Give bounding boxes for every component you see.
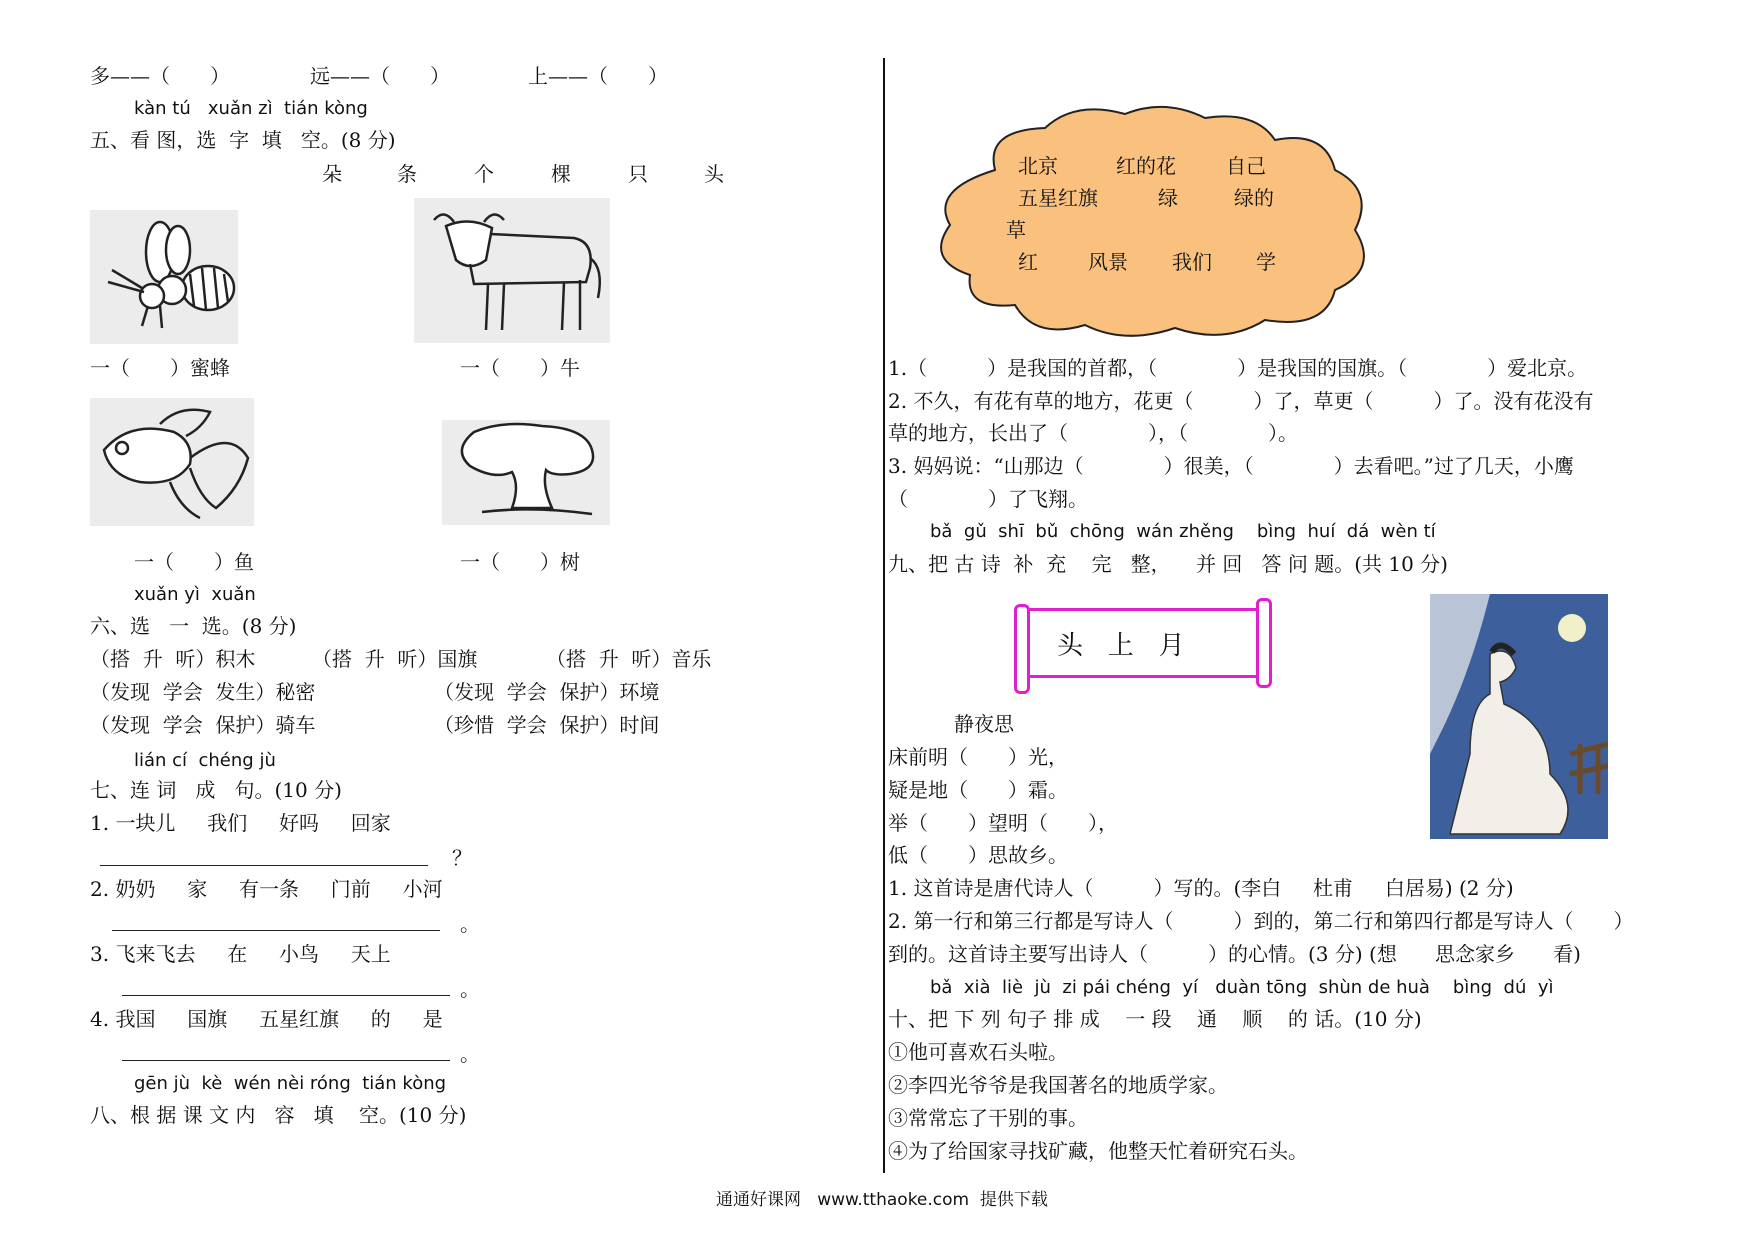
- poet-moon-image: [1430, 594, 1608, 839]
- antonym-2: 远——（ ）: [310, 64, 450, 88]
- s6-item: （珍惜 学会 保护）时间: [434, 713, 660, 737]
- bee-image: [90, 210, 238, 344]
- s5-title: 五、看 图，选 字 填 空。(8 分): [90, 128, 396, 152]
- s9-title: 九、把 古 诗 补 充 完 整， 并 回 答 问 题。(共 10 分): [888, 552, 1448, 576]
- blank-bee: 一（ ）蜜蜂: [90, 356, 230, 380]
- word-option: 头: [704, 162, 724, 186]
- s6-item: （发现 学会 保护）环境: [434, 680, 660, 704]
- s7-end: 。: [460, 977, 480, 1001]
- cloud-word: 红: [1018, 250, 1038, 274]
- s8-item: 3. 妈妈说：“山那边（ ）很美，（ ）去看吧。”过了几天，小鹰: [888, 454, 1574, 478]
- answer-line[interactable]: [122, 995, 450, 996]
- answer-line[interactable]: [112, 930, 440, 931]
- cloud-word: 绿的: [1234, 186, 1274, 210]
- antonym-1: 多——（ ）: [90, 64, 230, 88]
- s9-question: 到的。这首诗主要写出诗人（ ）的心情。(3 分) (想 思念家乡 看): [888, 942, 1581, 966]
- cloud-word: 学: [1256, 250, 1276, 274]
- s8-item: 1.（ ）是我国的首都，（ ）是我国的国旗。（ ）爱北京。: [888, 356, 1588, 380]
- s6-pinyin: xuǎn yì xuǎn: [134, 584, 256, 605]
- word-option: 棵: [551, 162, 571, 186]
- fish-image: [90, 398, 254, 526]
- s7-item: 4. 我国 国旗 五星红旗 的 是: [90, 1007, 443, 1031]
- scroll-roll-left: [1014, 604, 1030, 694]
- s6-title: 六、选 一 选。(8 分): [90, 614, 297, 638]
- blank-fish: 一（ ）鱼: [134, 550, 254, 574]
- bull-image: [414, 198, 610, 343]
- cloud-word: 绿: [1158, 186, 1178, 210]
- s7-pinyin: lián cí chéng jù: [134, 750, 276, 771]
- poem-line: 床前明（ ）光，: [888, 745, 1068, 769]
- poem-line: 低（ ）思故乡。: [888, 843, 1068, 867]
- s9-question: 2. 第一行和第三行都是写诗人（ ）到的，第二行和第四行都是写诗人（ ）: [888, 909, 1634, 933]
- s8-item: 2. 不久，有花有草的地方，花更（ ）了，草更（ ）了。没有花没有: [888, 389, 1594, 413]
- s9-pinyin: bǎ gǔ shī bǔ chōng wán zhěng bìng huí dá wèn tí: [930, 521, 1436, 542]
- s8-pinyin: gēn jù kè wén nèi róng tián kòng: [134, 1073, 447, 1094]
- cloud-word: 草: [1006, 218, 1026, 242]
- cloud-word: 北京: [1018, 154, 1058, 178]
- word-cloud: [925, 100, 1385, 340]
- antonym-3: 上——（ ）: [528, 64, 668, 88]
- s10-pinyin: bǎ xià liè jù zi pái chéng yí duàn tōng shùn de huà bìng dú yì: [930, 977, 1554, 998]
- s6-item: （发现 学会 发生）秘密: [90, 680, 316, 704]
- s6-item: （搭 升 听）音乐: [546, 647, 712, 671]
- cloud-word: 我们: [1172, 250, 1212, 274]
- scroll-roll-right: [1256, 598, 1272, 688]
- cloud-word: 自己: [1226, 154, 1266, 178]
- poem-title: 静夜思: [954, 712, 1014, 736]
- footer-text: 通通好课网 www.tthaoke.com 提供下载: [716, 1190, 1048, 1210]
- s10-item: ③常常忘了干别的事。: [888, 1106, 1088, 1130]
- poem-line: 疑是地（ ）霜。: [888, 778, 1068, 802]
- s7-item: 2. 奶奶 家 有一条 门前 小河: [90, 877, 443, 901]
- s7-item: 1. 一块儿 我们 好吗 回家: [90, 811, 391, 835]
- cloud-word: 红的花: [1116, 154, 1176, 178]
- s5-pinyin: kàn tú xuǎn zì tián kòng: [134, 98, 368, 119]
- answer-line[interactable]: [122, 1060, 450, 1061]
- scroll-text: 头 上 月: [1057, 631, 1185, 661]
- blank-tree: 一（ ）树: [460, 550, 580, 574]
- cloud-word: 五星红旗: [1018, 186, 1098, 210]
- s8-title: 八、根 据 课 文 内 容 填 空。(10 分): [90, 1103, 467, 1127]
- s7-item: 3. 飞来飞去 在 小鸟 天上: [90, 942, 391, 966]
- s7-end: 。: [460, 912, 480, 936]
- s10-item: ④为了给国家寻找矿藏，他整天忙着研究石头。: [888, 1139, 1308, 1163]
- poem-line: 举（ ）望明（ ），: [888, 811, 1118, 835]
- s7-end: 。: [460, 1042, 480, 1066]
- s10-item: ①他可喜欢石头啦。: [888, 1040, 1068, 1064]
- s10-item: ②李四光爷爷是我国著名的地质学家。: [888, 1073, 1228, 1097]
- scroll-banner: [1020, 608, 1260, 678]
- tree-image: [442, 420, 610, 525]
- s9-question: 1. 这首诗是唐代诗人（ ）写的。(李白 杜甫 白居易) (2 分): [888, 876, 1514, 900]
- word-option: 个: [474, 162, 494, 186]
- s8-item: 草的地方，长出了（ ），（ ）。: [888, 421, 1298, 445]
- s6-item: （搭 升 听）积木: [90, 647, 256, 671]
- s8-item: （ ）了飞翔。: [888, 487, 1088, 511]
- word-option: 只: [628, 162, 648, 186]
- s10-title: 十、把 下 列 句子 排 成 一 段 通 顺 的 话。(10 分): [888, 1007, 1422, 1031]
- s6-item: （发现 学会 保护）骑车: [90, 713, 316, 737]
- s6-item: （搭 升 听）国旗: [312, 647, 478, 671]
- word-option: 条: [397, 162, 417, 186]
- cloud-word: 风景: [1088, 250, 1128, 274]
- s7-end: ？: [452, 846, 472, 870]
- word-option: 朵: [322, 162, 342, 186]
- answer-line[interactable]: [100, 865, 428, 866]
- column-divider: [883, 58, 885, 1173]
- blank-bull: 一（ ）牛: [460, 356, 580, 380]
- s7-title: 七、连 词 成 句。(10 分): [90, 778, 342, 802]
